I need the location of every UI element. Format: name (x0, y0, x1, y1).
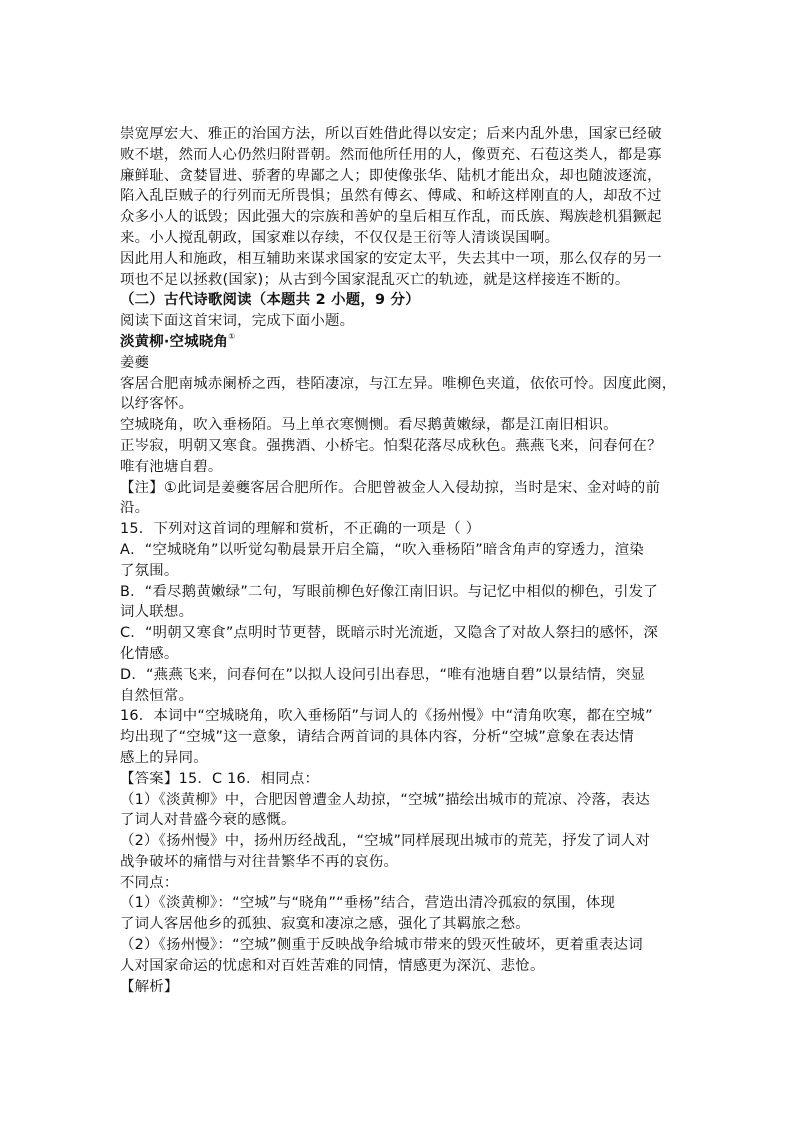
preface-line: 以纾客怀。 (120, 396, 194, 413)
question-line: 16．本词中“空城晓角，吹入垂杨陌”与词人的《扬州慢》中“清角吹寒，都在空城” (120, 708, 653, 725)
answer-line: 【解析】 (120, 978, 179, 995)
question-line: 15．下列对这首词的理解和赏析，不正确的一项是（ ） (120, 521, 481, 538)
questions-block (120, 519, 684, 769)
answer-line: （1）《淡黄柳》中，合肥因曾遭金人劫掠，“空城”描绘出城市的荒凉、冷落，表达 (120, 791, 651, 808)
translation-line: 众多小人的诋毁；因此强大的宗族和善妒的皇后相互作乱，而氐族、羯族趁机猖獗起 (120, 209, 662, 226)
question-line: 均出现了“空城”这一意象，请结合两首词的具体内容，分析“空城”意象在表达情 (120, 729, 634, 746)
answer-line: 不同点： (120, 874, 179, 891)
answer-line: （2）《扬州慢》：“空城”侧重于反映战争给城市带来的毁灭性破坏，更着重表达词 (120, 937, 643, 954)
answer-line: 【答案】15．C 16．相同点： (120, 770, 320, 787)
answer-line: （1）《淡黄柳》：“空城”与“晓角”“垂杨”结合，营造出清冷孤寂的氛围，体现 (120, 895, 616, 912)
translation-line: 来。小人搅乱朝政，国家难以存续，不仅仅是王衍等人清谈误国啊。 (120, 229, 560, 246)
question-line: 自然恒常。 (120, 687, 194, 704)
footnote-line: 【注】①此词是姜夔客居合肥所作。合肥曾被金人入侵劫掠，当时是宋、金对峙的前 (120, 479, 661, 496)
question-line: 词人联想。 (120, 604, 194, 621)
section-intro: 阅读下面这首宋词，完成下面小题。 (120, 313, 355, 330)
translation-paragraph (120, 124, 684, 290)
question-line: A．“空城晓角”以听觉勾勒晨景开启全篇，“吹入垂杨陌”暗含角声的穿透力，渲染 (120, 541, 645, 558)
translation-line: 败不堪，然而人心仍然归附晋朝。然而他所任用的人，像贾充、石苞这类人，都是寡 (120, 146, 662, 163)
poem-preface (120, 374, 684, 416)
poem-title (120, 332, 684, 353)
translation-line: 项也不足以拯救(国家)；从古到今国家混乱灭亡的轨迹，就是这样接连不断的。 (120, 271, 630, 288)
answer-line: （2）《扬州慢》中，扬州历经战乱，“空城”同样展现出城市的荒芜，抒发了词人对 (120, 833, 651, 850)
section-heading: （二）古代诗歌阅读（本题共 2 小题，9 分） (120, 292, 420, 309)
preface-line: 客居合肥南城赤阑桥之西，巷陌凄凉，与江左异。唯柳色夹道，依依可怜。因度此阕， (120, 375, 677, 392)
answer-line: 了词人客居他乡的孤独、寂寞和凄凉之感，强化了其羁旅之愁。 (120, 916, 530, 933)
answer-line: 战争破坏的痛惜与对往昔繁华不再的哀伤。 (120, 853, 399, 870)
verse-line: 正岑寂，明朝又寒食。强携酒、小桥宅。怕梨花落尽成秋色。燕燕飞来，问春何在？ (120, 437, 662, 454)
poem-author: 姜夔 (120, 354, 150, 371)
document-page (120, 124, 684, 997)
question-line: 化情感。 (120, 645, 179, 662)
translation-line: 陷入乱臣贼子的行列而无所畏惧；虽然有傅玄、傅咸、和峤这样刚直的人，却敌不过 (120, 188, 662, 205)
verse-line: 空城晓角，吹入垂杨陌。马上单衣寒恻恻。看尽鹅黄嫩绿，都是江南旧相识。 (120, 417, 618, 434)
question-line: 了氛围。 (120, 562, 179, 579)
question-line: 感上的异同。 (120, 749, 208, 766)
answer-line: 人对国家命运的忧虑和对百姓苦难的同情，情感更为深沉、悲怆。 (120, 957, 545, 974)
question-line: B．“看尽鹅黄嫩绿”二句，写眼前柳色好像江南旧识。与记忆中相似的柳色，引发了 (120, 583, 658, 600)
question-line: C．“明朝又寒食”点明时节更替，既暗示时光流逝，又隐含了对故人祭扫的感怀，深 (120, 625, 659, 642)
poem-footnote (120, 478, 684, 520)
answer-line: 了词人对昔盛今衰的感慨。 (120, 812, 296, 829)
verse-line: 唯有池塘自碧。 (120, 458, 223, 475)
footnote-marker: ① (228, 331, 236, 341)
translation-line: 廉鲜耻、贪婪冒进、骄奢的卑鄙之人；即使像张华、陆机才能出众，却也随波逐流， (120, 167, 662, 184)
poem-title-text: 淡黄柳·空城晓角 (120, 333, 229, 350)
footnote-line: 沿。 (120, 500, 150, 517)
answer-block (120, 769, 684, 998)
translation-line: 因此用人和施政，相互辅助来谋求国家的安定太平，失去其中一项，那么仅存的另一 (120, 250, 662, 267)
question-line: D．“燕燕飞来，问春何在”以拟人设问引出春思，“唯有池塘自碧”以景结情，突显 (120, 666, 646, 683)
translation-line: 崇宽厚宏大、雅正的治国方法，所以百姓借此得以安定；后来内乱外患，国家已经破 (120, 126, 662, 142)
poem-verse (120, 415, 684, 477)
